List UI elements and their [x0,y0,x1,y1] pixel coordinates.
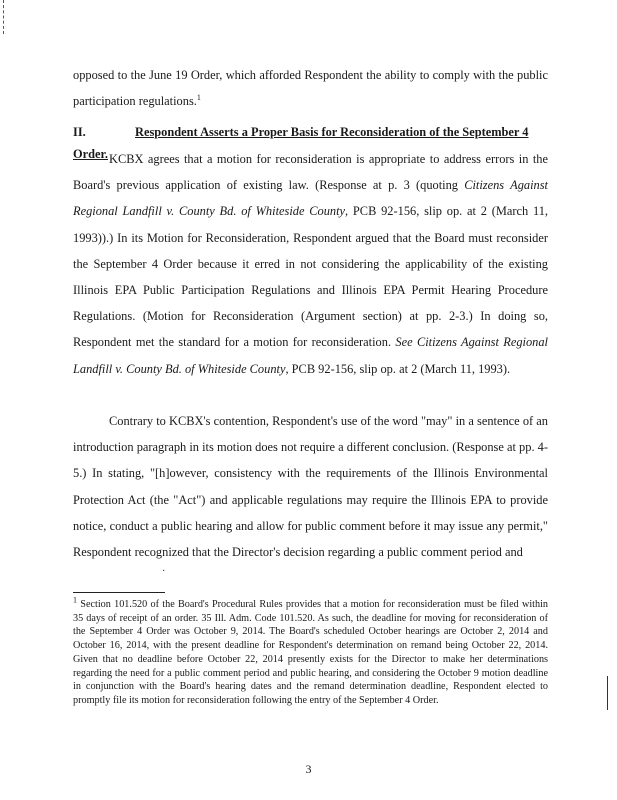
footnote-number: 1 [73,595,77,605]
footnote-1 [73,595,548,708]
footnote-separator [73,592,165,593]
footnote-text: Section 101.520 of the Board's Procedural Rules provides that a motion for reconsideration must be filed within 35 days of receipt of an order. 35 Ill. Adm. Code 101.520. As such, the deadline for moving for reconsideration of the September 4 Order was October 9, 2014. The Board's scheduled October hearings are October 2, 2014 and October 16, 2014, with the present deadline for Respondent's determination on remand being October 22, 2014. Given that no deadline before October 22, 2014 presently exists for the Director to make her determinations regarding the need for a public comment period and public hearing, and considering the October 9 motion deadline in conjunction with the Board's hearing dates and the remand determination deadline, Respondent elected to promptly file its motion for reconsideration following the entry of the September 4 Order. [73,599,548,706]
paragraph-2: Contrary to KCBX's contention, Respondent's use of the word "may" in a sentence of an introduction paragraph in its motion does not require a different conclusion. (Response at pp. 4-5.) In stating, "[h]owever, consistency with the requirements of the Illinois Environmental Protection Act (the "Act") and applicable regulations may require the Illinois EPA to provide notice, conduct a public hearing and allow for public comment before it may issue any permit," Respondent recognized that the Director's decision regarding a public comment period and [73,414,548,560]
section-title: Respondent Asserts a Proper Basis for Reconsideration of the September 4 Order. [73,125,529,161]
scan-edge-mark-right [607,676,608,710]
stray-mark: · [162,566,166,577]
paragraph-1: KCBX agrees that a motion for reconsideration is appropriate to address errors in the Board's previous application of existing law. (Response at p. 3 (quoting Citizens Against Regional Landfill v. County Bd. of Whiteside County, PCB 92-156, slip op. at 2 (March 11, 1993)).) In its Motion for Reconsideration, Respondent argued that the Board must reconsider the September 4 Order because it erred in not considering the applicability of the existing Illinois EPA Public Participation Regulations and Illinois EPA Permit Hearing Procedure Regulations. (Motion for Reconsideration (Argument section) at pp. 2-3.) In doing so, Respondent met the standard for a motion for reconsideration. See Citizens Against Regional Landfill v. County Bd. of Whiteside County, PCB 92-156, slip op. at 2 (March 11, 1993). [73,152,548,376]
scan-edge-mark [3,0,5,34]
paragraph-continuation [73,62,548,114]
paragraph-text: opposed to the June 19 Order, which afforded Respondent the ability to comply with the public participation regulations. [73,68,548,109]
page-number: 3 [305,762,312,776]
section-number: II. [73,125,86,139]
footnote-reference: 1 [196,93,201,103]
